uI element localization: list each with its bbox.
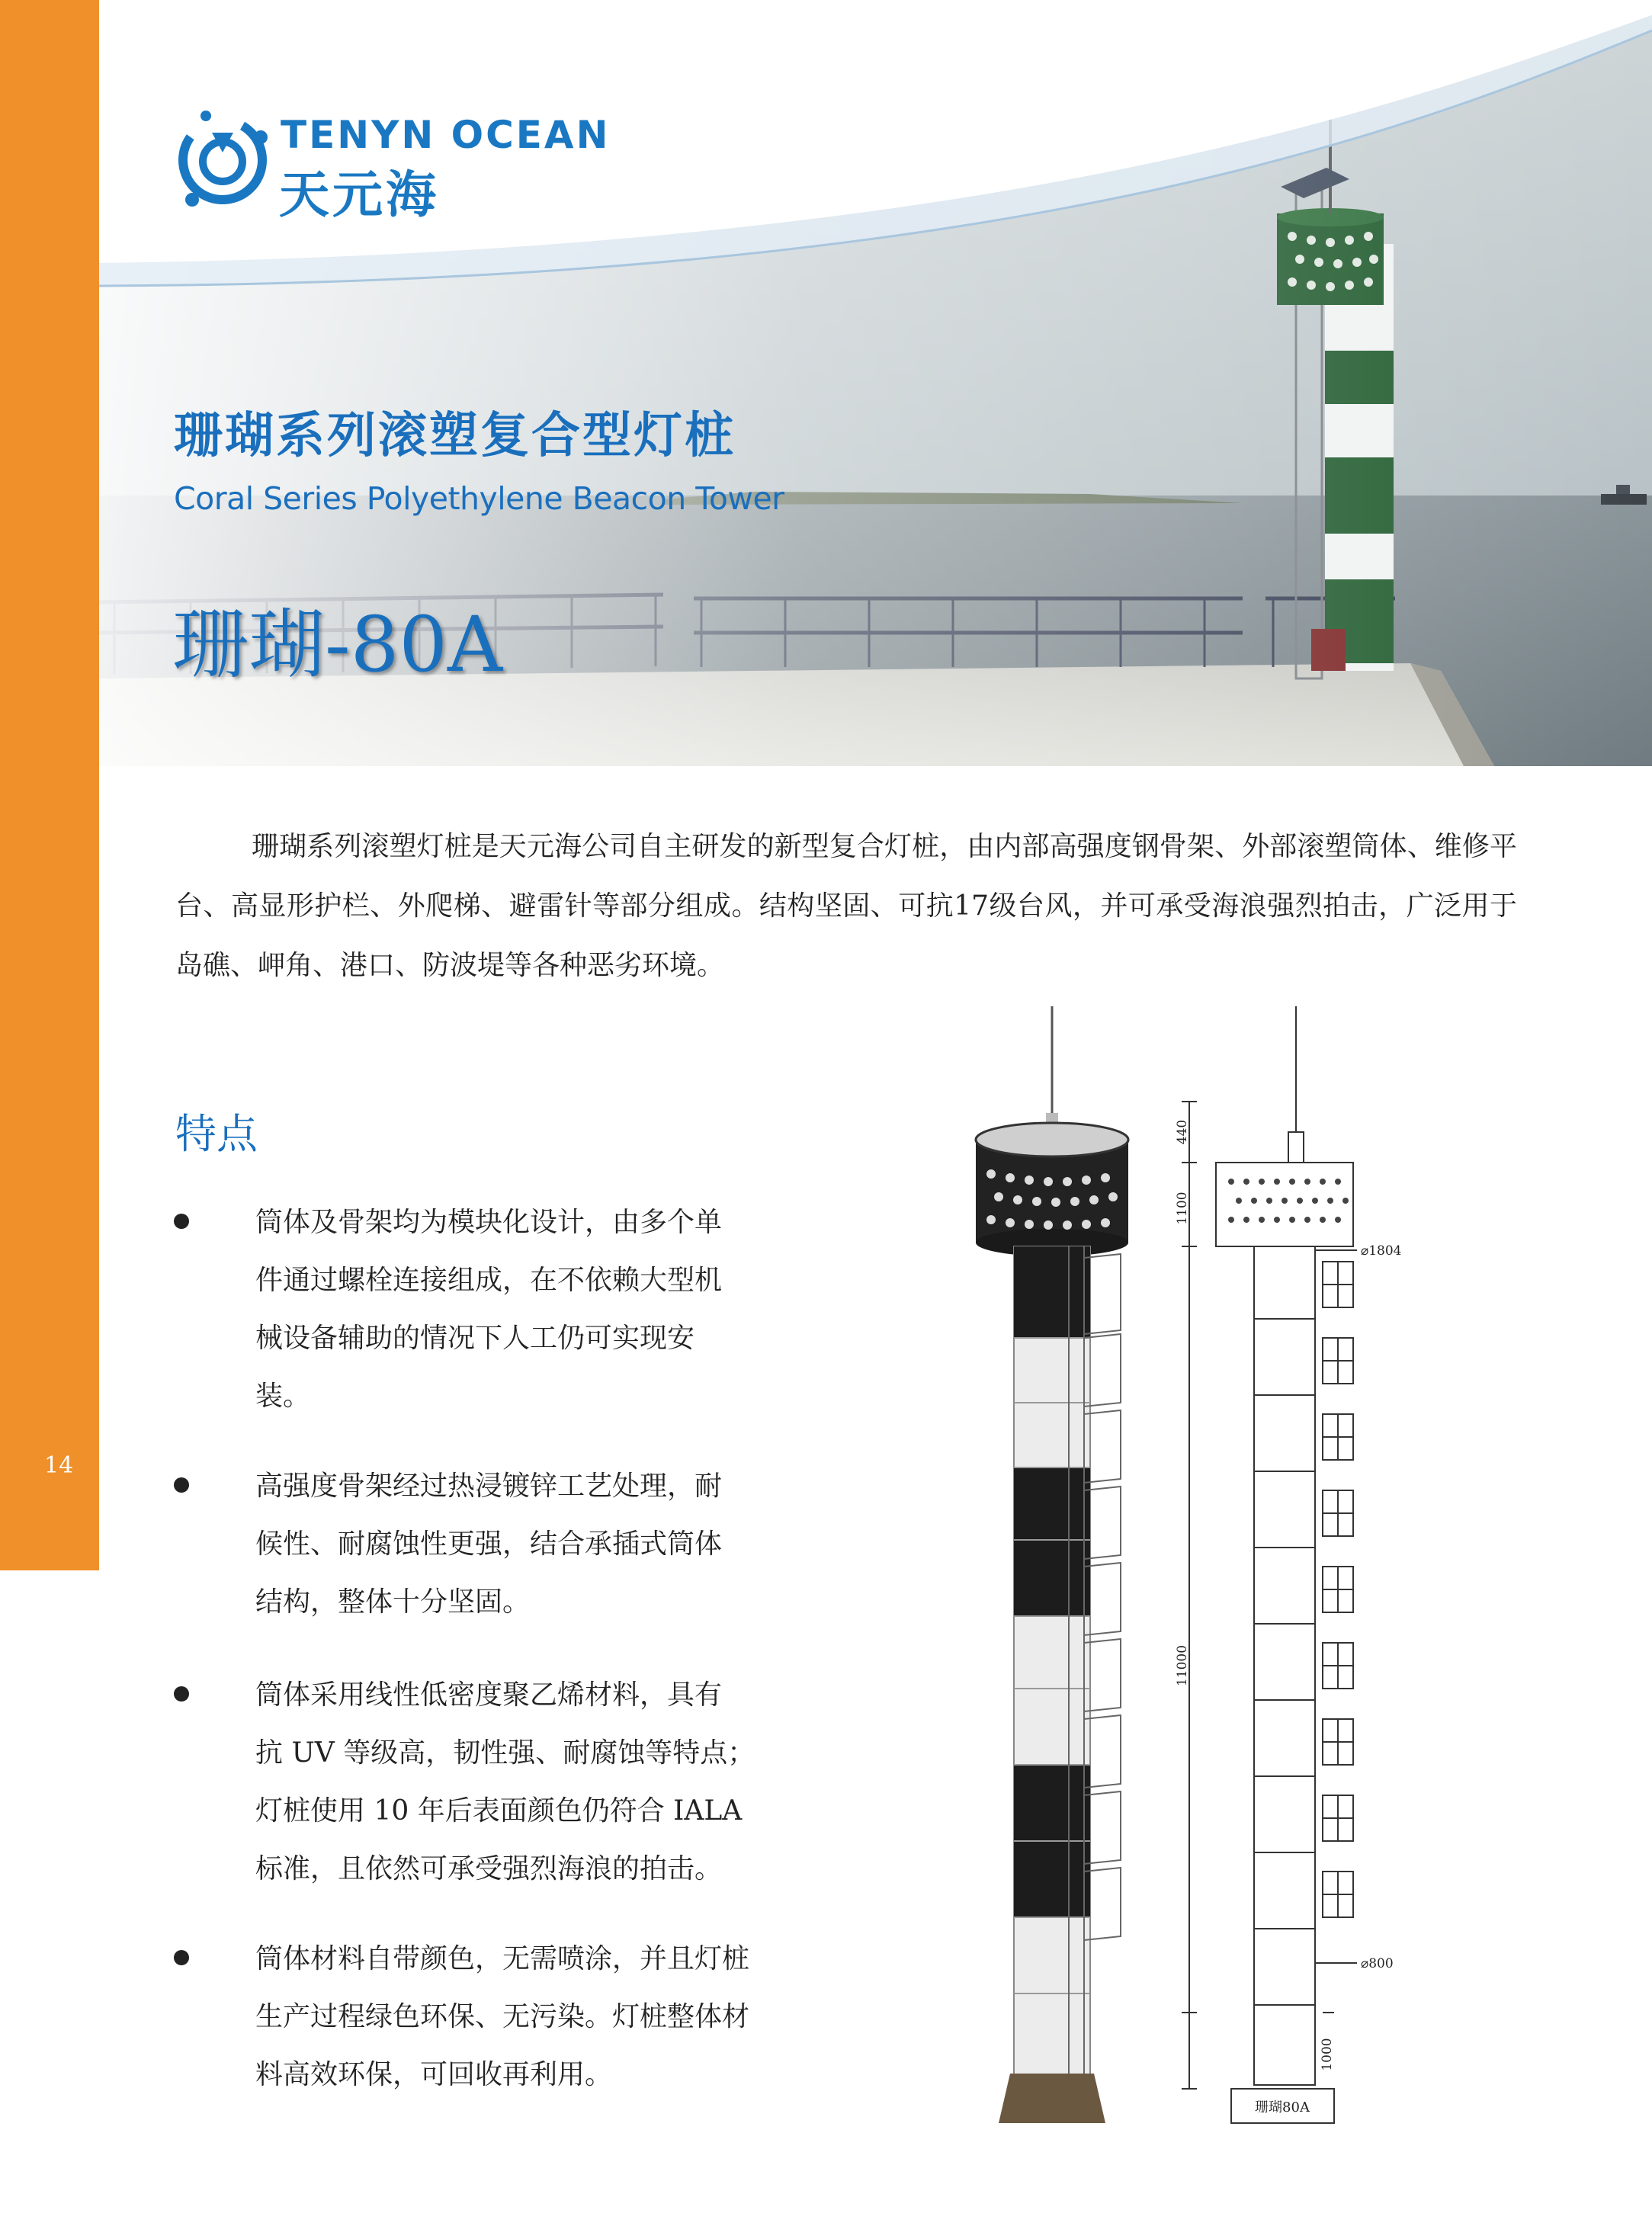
tower-3d-render (976, 1006, 1128, 2123)
dimension-label: ⌀1804 (1361, 1243, 1402, 1259)
feature-item-4: 筒体材料自带颜色，无需喷涂，并且灯桩 生产过程绿色环保、无污染。灯桩整体材 料高效环保，可回收再利用。 (255, 1943, 750, 2090)
page-number: 14 (44, 1452, 74, 1479)
brand-name-en: TENYN OCEAN (281, 113, 611, 157)
product-title-en: Coral Series Polyethylene Beacon Tower (174, 480, 784, 517)
tenyn-ocean-logo-icon (175, 99, 271, 221)
feature-item-1: 筒体及骨架均为模块化设计，由多个单 件通过螺栓连接组成，在不依赖大型机 械设备辅助的情况下人工仍可实现安 装。 (255, 1207, 723, 1412)
product-title-cn: 珊瑚系列滚塑复合型灯桩 (174, 408, 736, 464)
dimension-label: 1100 (1175, 1192, 1190, 1225)
drawing-model-label: 珊瑚80A (1255, 2099, 1310, 2115)
bullet-dot (174, 1477, 189, 1493)
tower-render-and-drawing (945, 991, 1631, 2127)
bullet-dot (174, 1950, 189, 1965)
brand-name-cn: 天元海 (279, 165, 439, 224)
tower-illustration (945, 991, 1631, 2130)
dimension-label: 440 (1175, 1119, 1190, 1145)
dimension-label: 11000 (1175, 1644, 1190, 1687)
feature-item-2: 高强度骨架经过热浸镀锌工艺处理，耐 候性、耐腐蚀性更强，结合承插式筒体 结构，整体十分坚固。 (255, 1471, 723, 1618)
dimension-label: ⌀800 (1361, 1956, 1394, 1971)
model-name: 珊瑚-80A (172, 600, 503, 689)
feature-item-3: 筒体采用线性低密度聚乙烯材料，具有 抗 UV 等级高，韧性强、耐腐蚀等特点； 灯桩使用 10 年后表面颜色仍符合 IALA 标准，且依然可承受强烈海浪的拍击。 (255, 1679, 755, 1884)
bullet-dot (174, 1214, 189, 1229)
bullet-dot (174, 1686, 189, 1702)
features-heading: 特点 (175, 1110, 258, 1158)
dimension-label: 1000 (1320, 2038, 1335, 2071)
intro-paragraph: 珊瑚系列滚塑灯桩是天元海公司自主研发的新型复合灯桩，由内部高强度钢骨架、外部滚塑筒体、维修平台、高显形护栏、外爬梯、避雷针等部分组成。结构坚固、可抗17级台风，并可承受海浪强烈拍击，广泛用于岛礁、岬角、港口、防波堤等各种恶劣环境。 (175, 831, 1517, 981)
side-accent-bar (0, 0, 99, 1570)
tower-dimension-drawing (1182, 1006, 1357, 2123)
